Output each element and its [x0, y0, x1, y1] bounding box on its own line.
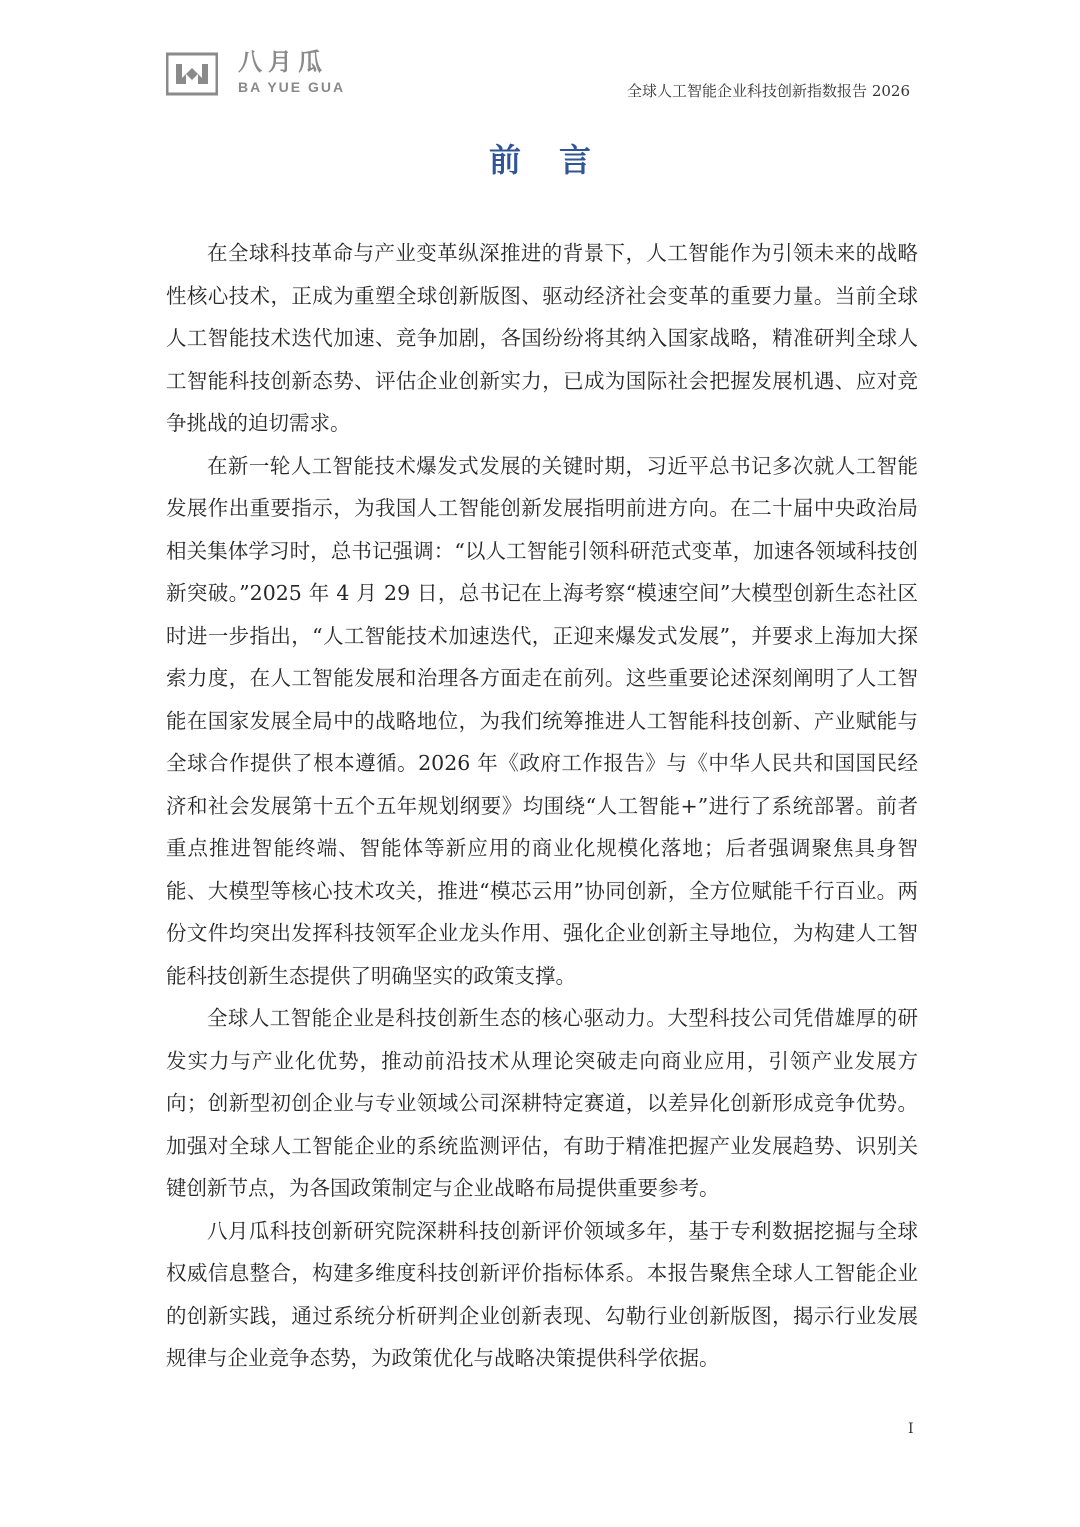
page-title: 前言 — [488, 141, 629, 179]
page-header — [0, 0, 1080, 110]
bayuegua-logo-icon — [166, 52, 218, 96]
paragraph: 全球人工智能企业是科技创新生态的核心驱动力。大型科技公司凭借雄厚的研发实力与产业化优势，推动前沿技术从理论突破走向商业应用，引领产业发展方向；创新型初创企业与专业领域公司深耕特定赛道，以差异化创新形成竞争优势。加强对全球人工智能企业的系统监测评估，有助于精准把握产业发展趋势、识别关键创新节点，为各国政策制定与企业战略布局提供重要参考。 — [166, 1006, 918, 1200]
logo-name-en: BA YUE GUA — [238, 79, 346, 95]
logo-name-cn: 八月瓜 — [238, 48, 328, 76]
report-title: 全球人工智能企业科技创新指数报告 2026 — [627, 82, 910, 100]
paragraph: 八月瓜科技创新研究院深耕科技创新评价领域多年，基于专利数据挖掘与全球权威信息整合，构建多维度科技创新评价指标体系。本报告聚焦全球人工智能企业的创新实践，通过系统分析研判企业创新表现、勾勒行业创新版图，揭示行业发展规律与企业竞争态势，为政策优化与战略决策提供科学依据。 — [166, 1218, 918, 1370]
page-number: I — [908, 1421, 914, 1437]
paragraph: 在新一轮人工智能技术爆发式发展的关键时期，习近平总书记多次就人工智能发展作出重要指示，为我国人工智能创新发展指明前进方向。在二十届中央政治局相关集体学习时，总书记强调：“以人工智能引领科研范式变革，加速各领域科技创新突破。”2025 年 4 月 29 日，总书记在上海考察“模速空间”大模型创新生态社区时进一步指出，“人工智能技术加速迭代，正迎来爆发式发展”，并要求上海加大探索力度，在人工智能发展和治理各方面走在前列。这些重要论述深刻阐明了人工智能在国家发展全局中的战略地位，为我们统筹推进人工智能科技创新、产业赋能与全球合作提供了根本遵循。2026 年《政府工作报告》与《中华人民共和国国民经济和社会发展第十五个五年规划纲要》均围绕“人工智能+”进行了系统部署。前者重点推进智能终端、智能体等新应用的商业化规模化落地；后者强调聚焦具身智能、大模型等核心技术攻关，推进“模芯云用”协同创新，全方位赋能千行百业。两份文件均突出发挥科技领军企业龙头作用、强化企业创新主导地位，为构建人工智能科技创新生态提供了明确坚实的政策支撑。 — [166, 453, 918, 988]
paragraph: 在全球科技革命与产业变革纵深推进的背景下，人工智能作为引领未来的战略性核心技术，正成为重塑全球创新版图、驱动经济社会变革的重要力量。当前全球人工智能技术迭代加速、竞争加剧，各国纷纷将其纳入国家战略，精准研判全球人工智能科技创新态势、评估企业创新实力，已成为国际社会把握发展机遇、应对竞争挑战的迫切需求。 — [166, 241, 918, 435]
preface-body — [166, 232, 918, 1380]
